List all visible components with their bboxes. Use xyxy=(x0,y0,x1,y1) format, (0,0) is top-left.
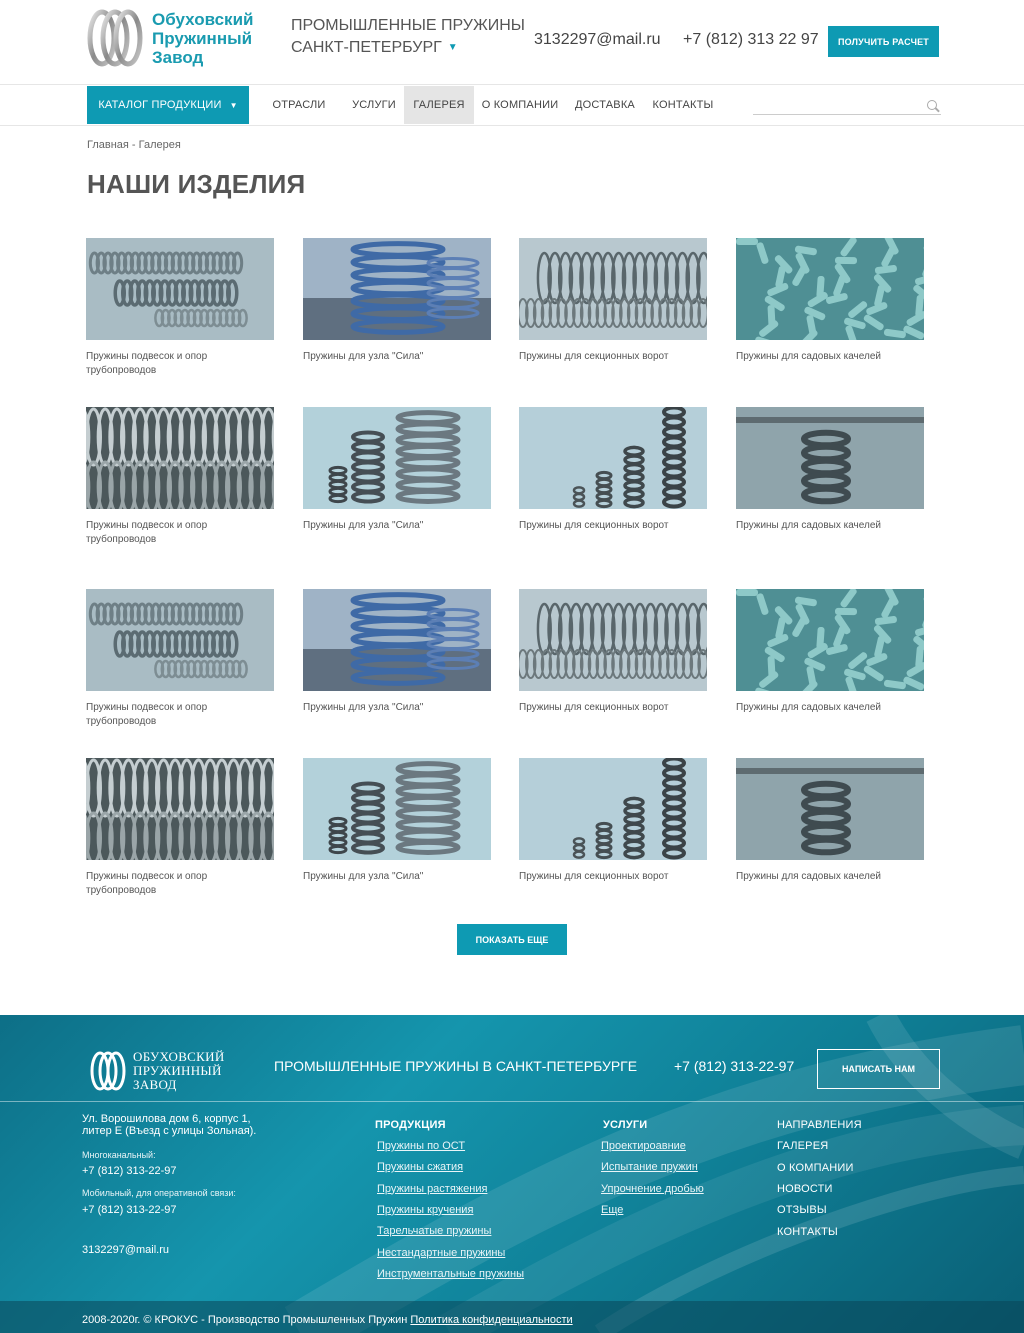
mobile-phone[interactable]: +7 (812) 313-22-97 xyxy=(82,1204,177,1216)
spring-photo[interactable] xyxy=(86,407,274,509)
gallery-item[interactable] xyxy=(736,758,924,884)
footer-nav-link[interactable]: О КОМПАНИИ xyxy=(777,1161,854,1174)
spring-image-svg xyxy=(519,238,707,340)
gallery-caption: Пружины для секционных ворот xyxy=(519,520,669,531)
catalog-label: КАТАЛОГ ПРОДУКЦИИ xyxy=(98,99,222,111)
page-title: НАШИ ИЗДЕЛИЯ xyxy=(87,169,306,199)
gallery-caption: Пружины для садовых качелей xyxy=(736,520,881,531)
logo-line: Пружинный xyxy=(152,28,253,48)
logo[interactable] xyxy=(86,8,253,68)
spring-image-svg xyxy=(303,758,491,860)
spring-photo[interactable] xyxy=(86,589,274,691)
spring-logo-icon xyxy=(89,1050,127,1092)
spring-photo[interactable] xyxy=(736,238,924,340)
spring-image-svg xyxy=(86,407,274,509)
footer-nav-link[interactable]: НАПРАВЛЕНИЯ xyxy=(777,1119,862,1131)
logo-line: ОБУХОВСКИЙ xyxy=(133,1049,225,1064)
spring-photo[interactable] xyxy=(303,589,491,691)
nav-item-about[interactable]: О КОМПАНИИ xyxy=(481,99,559,111)
address-line: Ул. Ворошилова дом 6, корпус 1, xyxy=(82,1113,251,1125)
footer-product-link[interactable]: Пружины растяжения xyxy=(377,1182,488,1195)
spring-image-svg xyxy=(736,589,924,691)
spring-photo[interactable] xyxy=(736,407,924,509)
tagline-line: ПРОМЫШЛЕННЫЕ ПРУЖИНЫ xyxy=(291,17,525,34)
site-footer xyxy=(0,1015,1024,1333)
gallery-item[interactable] xyxy=(303,758,491,884)
address-line: литер Е (Въезд с улицы Зольная). xyxy=(82,1125,257,1137)
footer-email[interactable]: 3132297@mail.ru xyxy=(82,1244,169,1256)
site-header xyxy=(0,0,1024,85)
footer-service-link[interactable]: Еще xyxy=(601,1203,624,1216)
gallery-item[interactable] xyxy=(303,589,491,715)
spring-image-svg xyxy=(86,758,274,860)
spring-image-svg xyxy=(519,589,707,691)
nav-item-contacts[interactable]: КОНТАКТЫ xyxy=(652,99,714,111)
footer-product-link[interactable]: Тарельчатые пружины xyxy=(377,1225,492,1238)
multichannel-label: Многоканальный: xyxy=(82,1150,156,1160)
gallery-caption: Пружины для садовых качелей xyxy=(736,871,881,882)
services-heading: УСЛУГИ xyxy=(603,1119,648,1131)
copyright-text: 2008-2020г. © КРОКУС - Производство Промышленных Пружин xyxy=(82,1314,408,1326)
logo-line: Завод xyxy=(152,47,204,67)
footer-service-link[interactable]: Испытание пружин xyxy=(601,1161,698,1174)
footer-product-link[interactable]: Нестандартные пружины xyxy=(377,1246,506,1259)
footer-address xyxy=(82,1113,256,1137)
gallery-item[interactable] xyxy=(736,407,924,533)
spring-photo[interactable] xyxy=(519,238,707,340)
spring-photo[interactable] xyxy=(736,589,924,691)
gallery-item[interactable] xyxy=(519,589,707,715)
catalog-menu-button[interactable] xyxy=(87,86,249,124)
region-selector[interactable] xyxy=(291,15,525,59)
gallery-caption: Пружины подвесок и опор трубопроводов xyxy=(86,520,208,545)
spring-photo[interactable] xyxy=(303,758,491,860)
footer-product-link[interactable]: Пружины по ОСТ xyxy=(377,1140,466,1152)
nav-item-services[interactable]: УСЛУГИ xyxy=(352,99,396,111)
logo-line: ПРУЖИННЫЙ xyxy=(133,1063,222,1078)
spring-logo-icon xyxy=(86,8,144,68)
spring-photo[interactable] xyxy=(519,407,707,509)
gallery-caption: Пружины для садовых качелей xyxy=(736,702,881,713)
gallery-item[interactable] xyxy=(86,758,274,898)
footer-service-link[interactable]: Проектироавние xyxy=(601,1140,686,1152)
logo-text xyxy=(152,10,253,67)
spring-photo[interactable] xyxy=(86,758,274,860)
footer-nav-link[interactable]: НОВОСТИ xyxy=(777,1182,833,1195)
search-box xyxy=(753,98,941,115)
header-email[interactable]: 3132297@mail.ru xyxy=(534,31,661,48)
gallery-item[interactable] xyxy=(303,238,491,364)
gallery-item[interactable] xyxy=(86,589,274,729)
gallery-item[interactable] xyxy=(519,238,707,364)
search-input[interactable] xyxy=(753,100,913,116)
spring-image-svg xyxy=(736,407,924,509)
spring-image-svg xyxy=(86,589,274,691)
products-heading: ПРОДУКЦИЯ xyxy=(375,1119,446,1131)
gallery-caption: Пружины подвесок и опор трубопроводов xyxy=(86,871,208,896)
spring-image-svg xyxy=(303,238,491,340)
breadcrumb[interactable]: Главная - Галерея xyxy=(87,139,181,151)
gallery-item[interactable] xyxy=(519,758,707,884)
gallery-caption: Пружины для узла "Сила" xyxy=(303,520,424,531)
footer-product-link[interactable]: Пружины кручения xyxy=(377,1203,474,1216)
gallery-caption: Пружины для секционных ворот xyxy=(519,871,669,882)
footer-product-link[interactable]: Пружины сжатия xyxy=(377,1161,464,1174)
spring-image-svg xyxy=(519,407,707,509)
spring-image-svg xyxy=(303,407,491,509)
caret-down-icon: ▼ xyxy=(229,100,238,110)
privacy-policy-link[interactable]: Политика конфиденциальности xyxy=(410,1314,573,1326)
search-icon[interactable] xyxy=(927,100,937,110)
footer-divider xyxy=(0,1101,1024,1102)
multichannel-phone[interactable]: +7 (812) 313-22-97 xyxy=(82,1165,177,1177)
gallery-item[interactable] xyxy=(303,407,491,533)
caret-down-icon: ▼ xyxy=(447,42,458,53)
nav-item-industries[interactable]: ОТРАСЛИ xyxy=(272,99,326,111)
mobile-label: Мобильный, для оперативной связи: xyxy=(82,1188,236,1198)
gallery-caption: Пружины для узла "Сила" xyxy=(303,871,424,882)
spring-photo[interactable] xyxy=(86,238,274,340)
footer-product-link[interactable]: Инструментальные пружины xyxy=(377,1267,525,1280)
spring-image-svg xyxy=(303,589,491,691)
footer-nav-link[interactable]: ОТЗЫВЫ xyxy=(777,1204,827,1217)
spring-photo[interactable] xyxy=(519,589,707,691)
gallery-caption: Пружины для узла "Сила" xyxy=(303,351,424,362)
footer-logo[interactable] xyxy=(89,1050,225,1092)
spring-image-svg xyxy=(736,238,924,340)
city-label: САНКТ-ПЕТЕРБУРГ xyxy=(291,39,442,57)
gallery-caption: Пружины для узла "Сила" xyxy=(303,702,424,713)
footer-logo-text xyxy=(133,1050,225,1092)
gallery-caption: Пружины подвесок и опор трубопроводов xyxy=(86,351,208,376)
spring-photo[interactable] xyxy=(519,758,707,860)
header-phone[interactable]: +7 (812) 313 22 97 xyxy=(683,31,819,48)
footer-nav-link[interactable]: ГАЛЕРЕЯ xyxy=(777,1140,829,1153)
write-us-button[interactable]: НАПИСАТЬ НАМ xyxy=(817,1049,940,1089)
gallery-caption: Пружины для садовых качелей xyxy=(736,351,881,362)
gallery-caption: Пружины для секционных ворот xyxy=(519,351,669,362)
spring-photo[interactable] xyxy=(303,238,491,340)
footer-tagline: ПРОМЫШЛЕННЫЕ ПРУЖИНЫ В САНКТ-ПЕТЕРБУРГЕ xyxy=(274,1058,638,1074)
main-nav xyxy=(0,86,1024,126)
gallery-item[interactable] xyxy=(736,238,924,364)
footer-phone[interactable]: +7 (812) 313-22-97 xyxy=(674,1058,795,1074)
spring-image-svg xyxy=(736,758,924,860)
gallery-caption: Пружины для секционных ворот xyxy=(519,702,669,713)
gallery-item[interactable] xyxy=(519,407,707,533)
gallery-item[interactable] xyxy=(86,238,274,378)
gallery-caption: Пружины подвесок и опор трубопроводов xyxy=(86,702,208,727)
footer-service-link[interactable]: Упрочнение дробью xyxy=(601,1182,704,1195)
show-more-button[interactable]: ПОКАЗАТЬ ЕЩЕ xyxy=(457,924,567,955)
gallery-item[interactable] xyxy=(736,589,924,715)
logo-line: ЗАВОД xyxy=(133,1077,177,1092)
get-quote-button[interactable]: ПОЛУЧИТЬ РАСЧЕТ xyxy=(828,26,939,57)
nav-item-gallery[interactable]: ГАЛЕРЕЯ xyxy=(404,86,474,124)
gallery-item[interactable] xyxy=(86,407,274,547)
spring-photo[interactable] xyxy=(303,407,491,509)
logo-line: Обуховский xyxy=(152,9,254,29)
copyright xyxy=(82,1314,573,1326)
spring-photo[interactable] xyxy=(736,758,924,860)
spring-image-svg xyxy=(86,238,274,340)
footer-nav-link[interactable]: КОНТАКТЫ xyxy=(777,1225,838,1238)
spring-image-svg xyxy=(519,758,707,860)
nav-item-delivery[interactable]: ДОСТАВКА xyxy=(575,99,635,111)
